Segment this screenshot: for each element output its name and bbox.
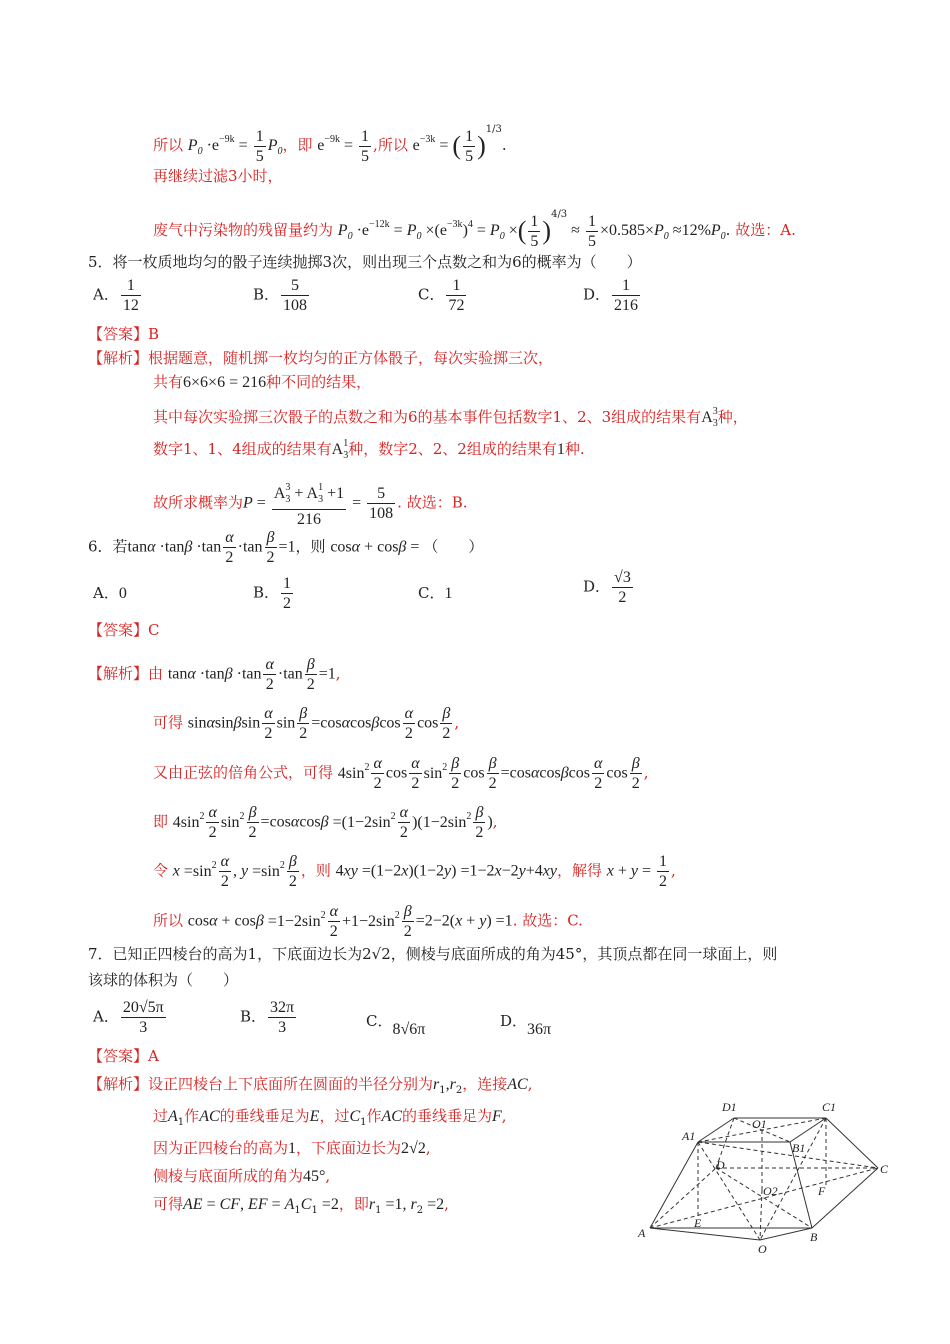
- q6-answer: 【答案】C: [88, 621, 160, 639]
- label-E: E: [694, 1216, 702, 1230]
- label-B1: B1: [792, 1141, 806, 1155]
- q7-option-b[interactable]: B． $\frac{32\pi}{3}$: [240, 999, 295, 1036]
- q7-analysis-1: 【解析】设正四棱台上下底面所在圆面的半径分别为$r_1,r_2$，连接AC,: [88, 1075, 533, 1096]
- q6-stem: 6．若tanα ·tanβ ·tan $\frac{\alpha}{2}$ ·tan $\frac{\beta}{2}$ =1，则 cosα + cosβ = （ ）: [88, 529, 484, 566]
- q5-option-b[interactable]: B． $\frac{5}{108}$: [253, 277, 308, 314]
- q6-option-c[interactable]: C．1: [418, 584, 453, 602]
- q7-analysis-5: 可得AE = CF, EF = $A_1C_1 =2$，即$r_1 =1$, $r_2 =2$,: [153, 1195, 449, 1216]
- label-C: C: [880, 1162, 889, 1176]
- q7-stem-2: 该球的体积为（ ）: [88, 971, 239, 989]
- q5-analysis-4: 数字1、1、4组成的结果有$A_3^1$种，数字2、2、2组成的结果有1种.: [153, 438, 585, 461]
- label-O: O: [758, 1242, 767, 1256]
- q6-analysis-1: 【解析】由 tanα ·tanβ ·tan $\frac{\alpha}{2}$ ·tan $\frac{\beta}{2}$ =1,: [88, 656, 341, 693]
- prev-line-2: 再继续过滤3小时，: [153, 167, 283, 185]
- prev-line-3: 废气中污染物的残留量约为 $P_0 \cdot e^{-12k} = P_0 \times(e^{-3k})^4 = P_0$ ×( $\frac{1}{5}$ )$^{4/3}$ ≈ $\frac{1}{5}$ $\times 0.585\times P_0 \approx 12\%P_0$. 故选：A.: [153, 209, 796, 250]
- q7-analysis-3: 因为正四棱台的高为1，下底面边长为2√2,: [153, 1139, 431, 1157]
- label-B: B: [810, 1230, 818, 1244]
- q5-answer: 【答案】B: [88, 325, 160, 343]
- label-O2: O2: [763, 1184, 778, 1198]
- q7-analysis-2: 过$A_1$作AC的垂线垂足为E，过$C_1$作AC的垂线垂足为F,: [153, 1107, 507, 1128]
- q7-analysis-4: 侧棱与底面所成的角为45°,: [153, 1167, 331, 1185]
- q6-option-d[interactable]: D． $\frac{√3}{2}$: [583, 569, 631, 606]
- q5-analysis-5: 故所求概率为P = $\frac{A_3^3 + A_3^1 +1}{216}$ = $\frac{5}{108}$ . 故选：B.: [153, 478, 467, 529]
- label-A1: A1: [682, 1129, 696, 1143]
- q6-analysis-2: 可得 sinαsinβsin $\frac{\alpha}{2}$ sin $\frac{\beta}{2}$ =cosαcosβcos $\frac{\alpha}{2}$ cos $\frac{\beta}{2}$ ,: [153, 705, 460, 742]
- q7-option-a[interactable]: A． $\frac{20√5\pi}{3}$: [93, 999, 164, 1036]
- q6-option-b[interactable]: B． $\frac{1}{2}$: [253, 575, 292, 612]
- label-O1: O1: [752, 1117, 767, 1131]
- label-A: A: [638, 1226, 646, 1240]
- q5-option-d[interactable]: D． $\frac{1}{216}$: [583, 277, 639, 314]
- label-F: F: [818, 1184, 826, 1198]
- q5-option-c[interactable]: C． $\frac{1}{72}$: [418, 277, 465, 314]
- q5-stem: 5．将一枚质地均匀的骰子连续抛掷3次，则出现三个点数之和为6的概率为（ ）: [88, 253, 642, 271]
- prev-line-1: 所以 $P_0 \cdot e^{-9k}$ = $\frac{1}{5}$ $P_0$，即 $e^{-9k}$ = $\frac{1}{5}$ ,所以 $e^{-3k}$ = ( $\frac{1}{5}$ )$^{1/3}$.: [153, 124, 507, 165]
- q5-option-a[interactable]: A． $\frac{1}{12}$: [93, 277, 139, 314]
- label-C1: C1: [822, 1100, 837, 1114]
- q7-stem-1: 7．已知正四棱台的高为1，下底面边长为2√2，侧棱与底面所成的角为45°，其顶点都在同一球面上，则: [88, 945, 778, 963]
- q6-analysis-5: 令 $x =\sin^2$ $\frac{\alpha}{2}$ , $y =\sin^2$ $\frac{\beta}{2}$ ，则 4xy =(1−2x)(1−2y) =1−2x−2y+4xy，解得 x + y = $\frac{1}{2}$ ,: [153, 853, 676, 890]
- q7-option-d[interactable]: D．36π: [500, 1012, 552, 1038]
- label-D: D: [716, 1158, 725, 1172]
- q5-analysis-1: 【解析】根据题意，随机掷一枚均匀的正方体骰子，每次实验掷三次，: [88, 349, 554, 367]
- q7-answer: 【答案】A: [88, 1047, 159, 1065]
- q6-analysis-6: 所以 $\cos\alpha + \cos\beta =1-2\sin^2$ $\frac{\alpha}{2}$ $+1-2\sin^2$ $\frac{\beta}{2}$ =2−2(x + y) =1. 故选：C.: [153, 903, 583, 940]
- q6-analysis-3: 又由正弦的倍角公式，可得 $4\sin^2$ $\frac{\alpha}{2}$ cos $\frac{\alpha}{2}$ $\sin^2$ $\frac{\beta}{2}$ cos $\frac{\beta}{2}$ =cosαcosβcos $\frac{\alpha}{2}$ cos $\frac{\beta}{2}$ ,: [153, 755, 649, 792]
- label-D1: D1: [722, 1100, 737, 1114]
- q7-option-c[interactable]: C．8√6π: [366, 1012, 426, 1038]
- q6-analysis-4: 即 $4\sin^2$ $\frac{\alpha}{2}$ $\sin^2$ $\frac{\beta}{2}$ $=\cos\alpha\cos\beta =(1-2\sin^2$ $\frac{\alpha}{2}$ )($1-2\sin^2$ $\frac{\beta}{2}$ ),: [153, 804, 498, 841]
- q6-option-a[interactable]: A．0: [93, 584, 127, 602]
- q5-analysis-2: 共有6×6×6 = 216种不同的结果，: [153, 373, 372, 391]
- frustum-figure: [630, 1095, 900, 1260]
- q5-analysis-3: 其中每次实验掷三次骰子的点数之和为6的基本事件包括数字1、2、3组成的结果有$A_3^3$种，: [153, 406, 748, 429]
